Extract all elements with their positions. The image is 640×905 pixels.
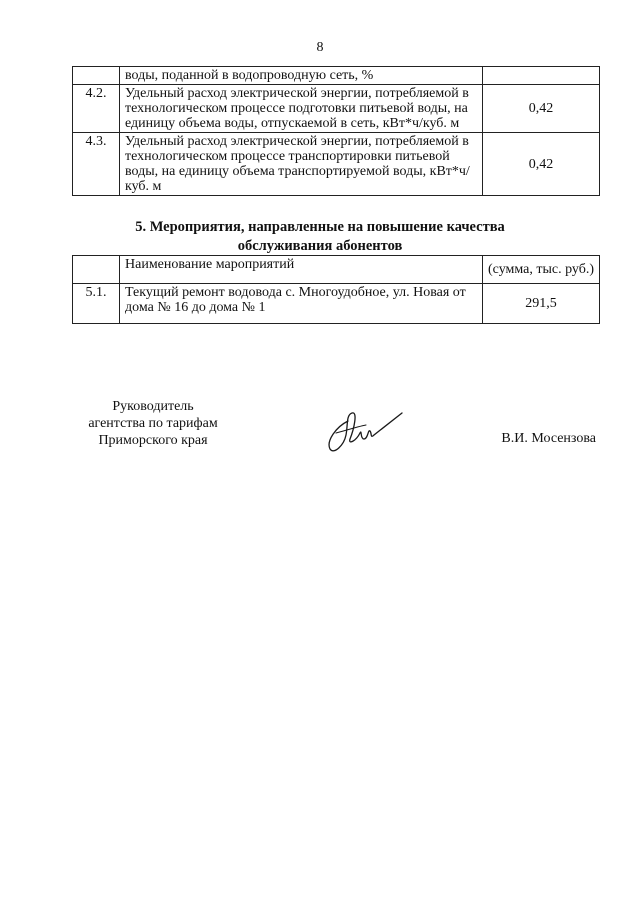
table-row xyxy=(73,67,600,85)
indicators-table xyxy=(72,66,600,196)
row-value: 291,5 xyxy=(483,284,600,324)
position-line: Приморского края xyxy=(98,433,208,448)
signatory-name: В.И. Мосензова xyxy=(501,431,596,446)
table-row xyxy=(73,284,600,324)
measures-table xyxy=(72,255,600,324)
row-number xyxy=(73,67,120,85)
row-value: 0,42 xyxy=(483,133,600,196)
row-description: воды, поданной в водопроводную сеть, % xyxy=(120,67,483,85)
row-description: Текущий ремонт водовода с. Многоудобное, ул. Новая от дома № 16 до дома № 1 xyxy=(120,284,483,324)
table-row xyxy=(73,85,600,133)
page-number: 8 xyxy=(316,40,324,55)
row-number: 4.3. xyxy=(73,133,120,196)
section-title-line: обслуживания абонентов xyxy=(237,238,403,254)
header-number xyxy=(73,256,120,284)
position-line: агентства по тарифам xyxy=(88,416,218,431)
row-value xyxy=(483,67,600,85)
row-number: 4.2. xyxy=(73,85,120,133)
row-description: Удельный расход электрической энергии, потребляемой в технологическом процессе подготовки питьевой воды, на единицу объема воды, отпускаемой в сеть, кВт*ч/куб. м xyxy=(120,85,483,133)
header-name: Наименование мароприятий xyxy=(120,256,483,284)
signatory-position xyxy=(78,398,228,449)
row-value: 0,42 xyxy=(483,85,600,133)
header-amount: (сумма, тыс. руб.) xyxy=(483,256,600,284)
table-row xyxy=(73,133,600,196)
section-title-line: 5. Мероприятия, направленные на повышение качества xyxy=(135,219,505,235)
table-header-row xyxy=(73,256,600,284)
row-number: 5.1. xyxy=(73,284,120,324)
position-line: Руководитель xyxy=(112,399,194,414)
row-description: Удельный расход электрической энергии, потребляемой в технологическом процессе транспортировки питьевой воды, на единицу объема транспортируемой воды, кВт*ч/куб. м xyxy=(120,133,483,196)
section-title xyxy=(0,218,640,256)
handwritten-signature xyxy=(322,405,404,457)
